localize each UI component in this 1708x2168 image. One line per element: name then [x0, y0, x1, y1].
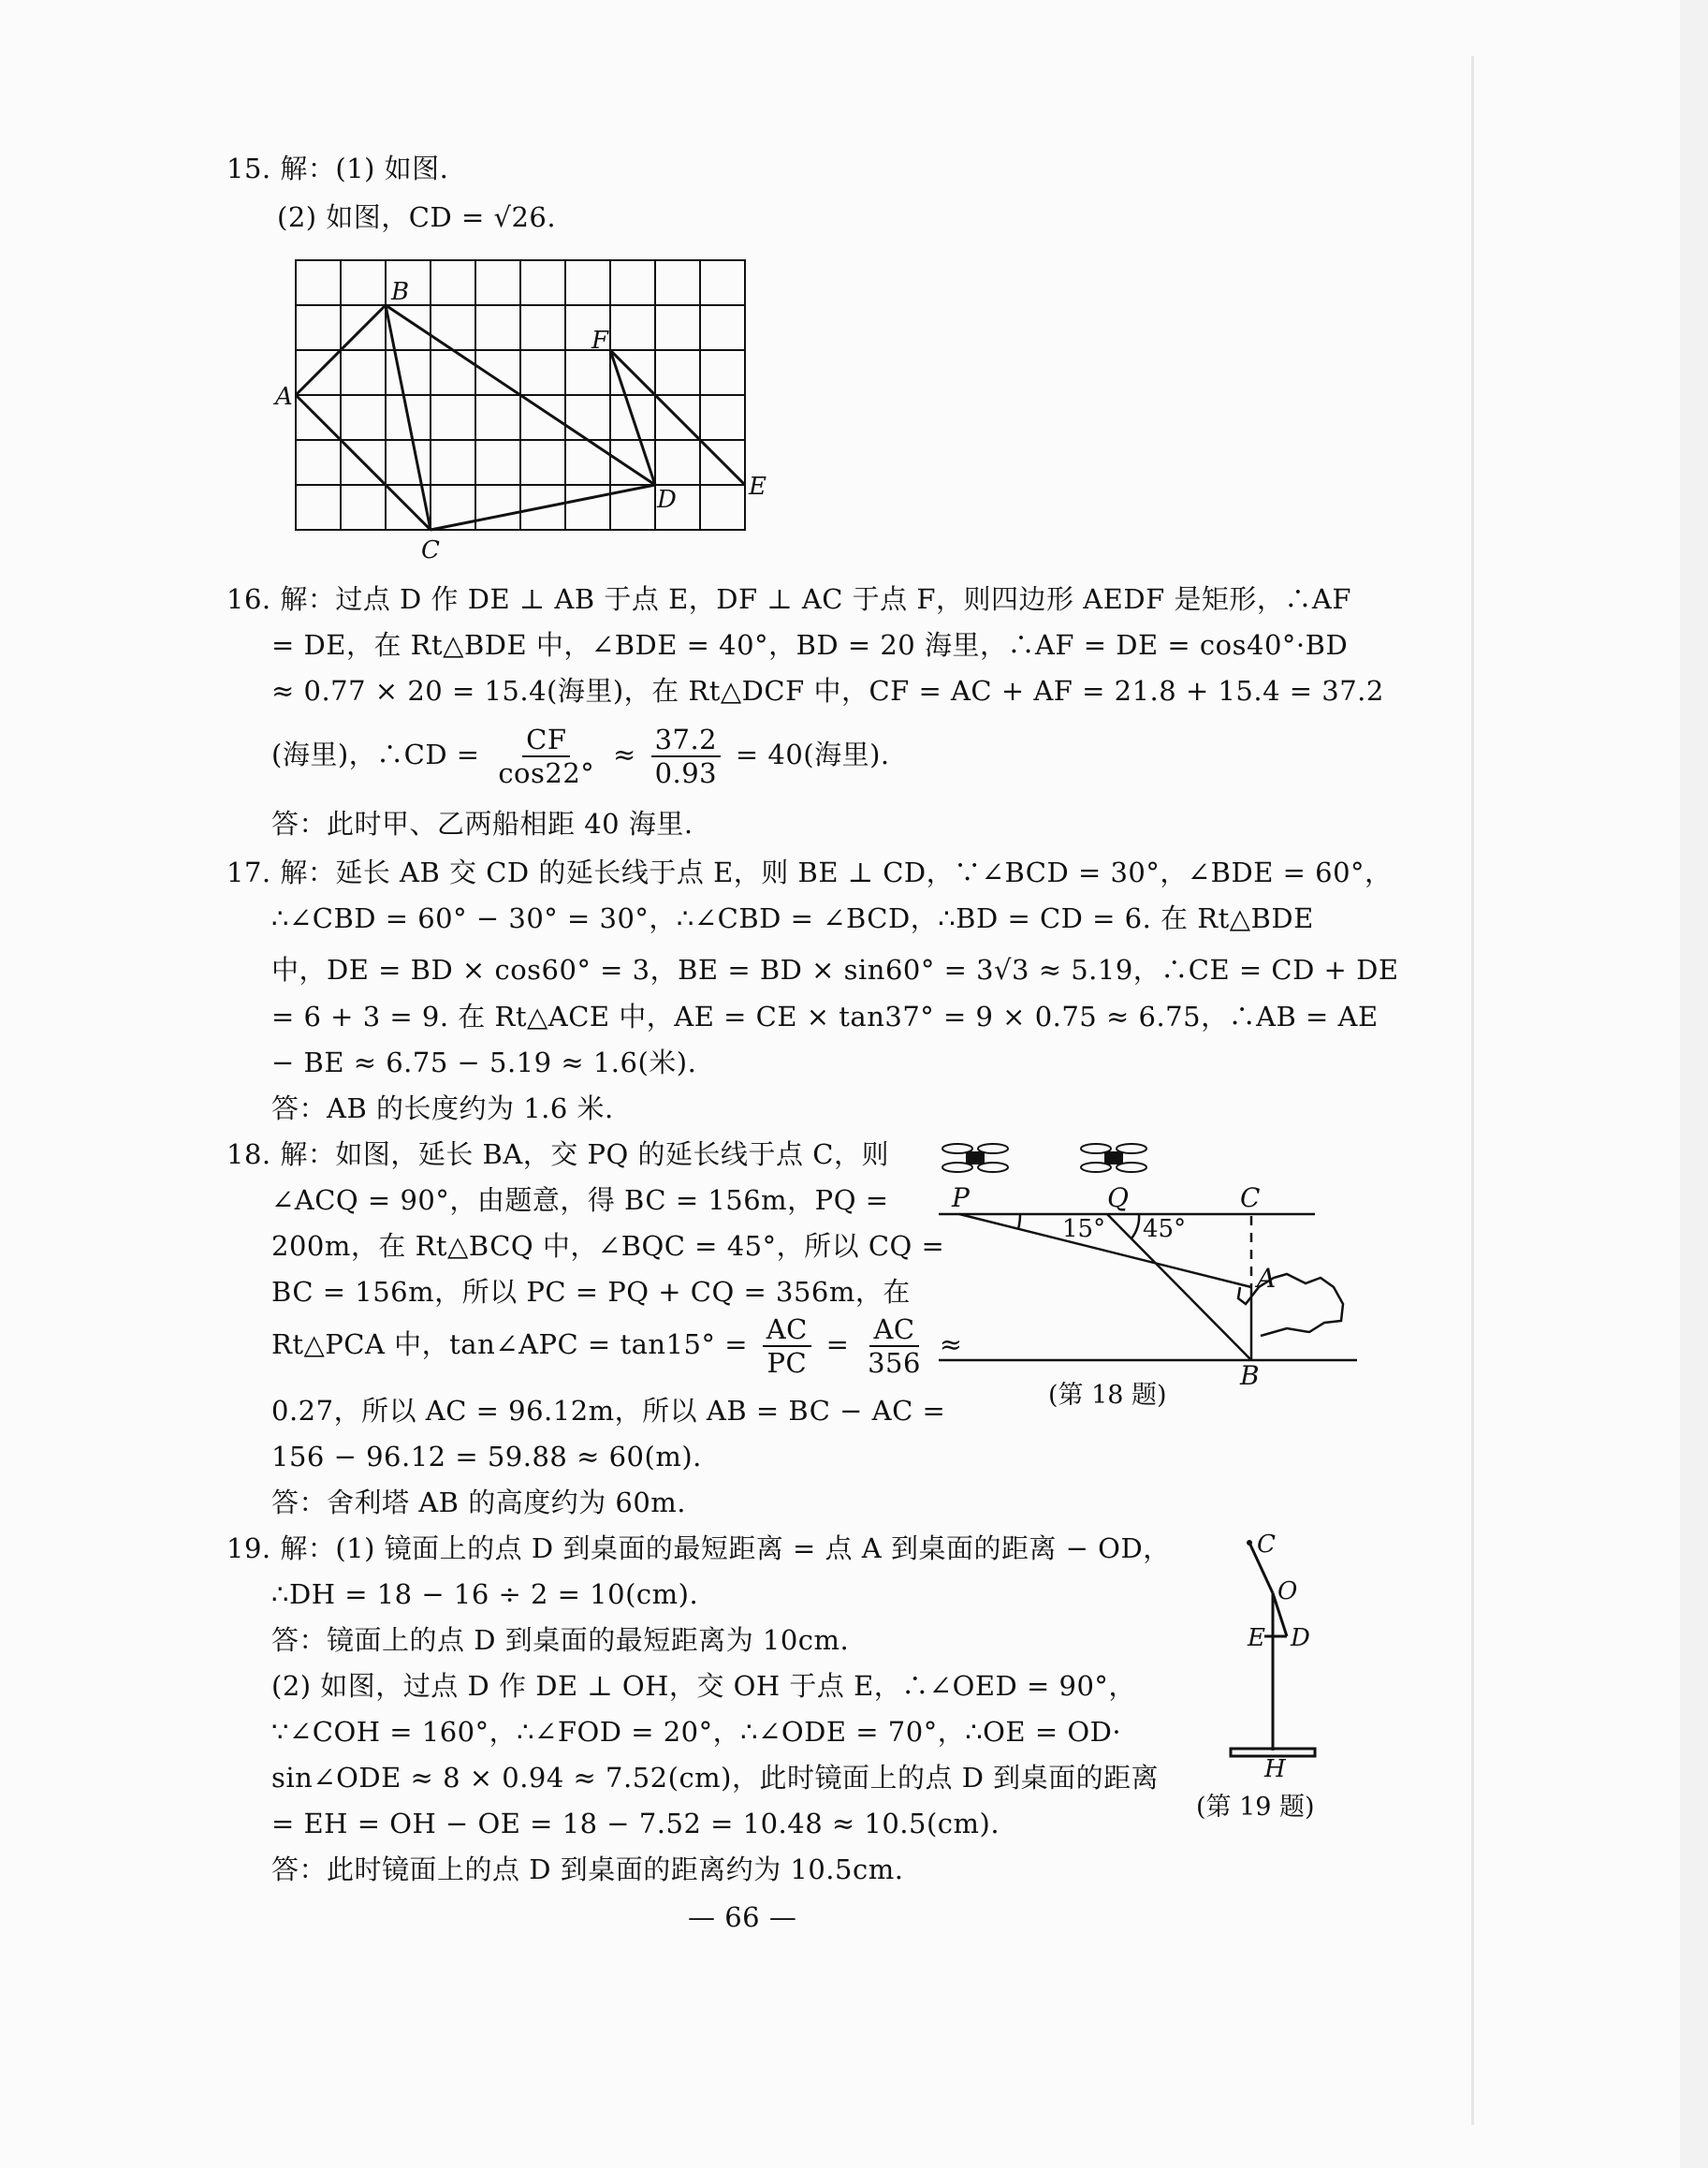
fig15-label-A: A	[275, 383, 293, 411]
fig18-caption: (第 18 题)	[1048, 1381, 1167, 1410]
fig15-label-C: C	[421, 536, 440, 564]
fig18-label-C: C	[1240, 1182, 1261, 1213]
figure-19-diagram	[1212, 1526, 1352, 1783]
fig18-label-A: A	[1257, 1263, 1277, 1294]
p19-line-3: (2) 如图，过点 D 作 DE ⊥ OH，交 OH 于点 E，∴∠OED = 90°，	[271, 1670, 1136, 1702]
fig15-label-F: F	[591, 327, 609, 355]
p18-line-5	[271, 1311, 963, 1379]
p17-line-2: ∴∠CBD = 60° − 30° = 30°，∴∠CBD = ∠BCD，∴BD = CD = 6. 在 Rt△BDE	[271, 902, 1314, 934]
p19-line-2: ∴DH = 18 − 16 ÷ 2 = 10(cm).	[271, 1578, 699, 1610]
fig18-label-B: B	[1240, 1360, 1260, 1391]
p16-line-1: 16. 解：过点 D 作 DE ⊥ AB 于点 E，DF ⊥ AC 于点 F，则四边形 AEDF 是矩形，∴AF	[226, 583, 1351, 615]
fig15-label-E: E	[749, 473, 766, 501]
p16-frac1-num: CF	[522, 724, 570, 757]
p18-line-5-suffix: ≈	[939, 1328, 963, 1360]
fig18-label-P: P	[952, 1182, 970, 1213]
p18-line-6: 0.27，所以 AC = 96.12m，所以 AB = BC − AC =	[271, 1395, 946, 1427]
p17-line-5: − BE ≈ 6.75 − 5.19 ≈ 1.6(米).	[271, 1047, 697, 1078]
fig18-angle-45: 45°	[1143, 1215, 1187, 1243]
p16-line-4-prefix: (海里)，∴CD =	[271, 739, 480, 770]
p18-line-4: BC = 156m，所以 PC = PQ + CQ = 356m，在	[271, 1276, 911, 1308]
figure-18-diagram	[931, 1137, 1362, 1391]
fig19-label-C: C	[1257, 1531, 1276, 1559]
fig19-label-E: E	[1248, 1624, 1265, 1652]
p16-line-4	[271, 721, 890, 789]
p19-line-4: ∵∠COH = 160°，∴∠FOD = 20°，∴∠ODE = 70°，∴OE = OD·	[271, 1716, 1122, 1748]
page-number: — 66 —	[688, 1901, 797, 1933]
p16-frac1-den: cos22°	[498, 757, 595, 789]
p15-line-1: 15. 解：(1) 如图.	[226, 153, 449, 184]
p17-line-1: 17. 解：延长 AB 交 CD 的延长线于点 E，则 BE ⊥ CD，∵∠BCD = 30°，∠BDE = 60°，	[226, 857, 1393, 888]
p16-answer: 答：此时甲、乙两船相距 40 海里.	[271, 808, 693, 840]
p18-answer: 答：舍利塔 AB 的高度约为 60m.	[271, 1487, 687, 1518]
p16-fraction-372-093	[651, 724, 722, 789]
fig19-caption: (第 19 题)	[1196, 1793, 1315, 1822]
p16-fraction-cf-cos22	[494, 724, 598, 789]
p16-approx: ≈	[613, 739, 636, 770]
fig15-label-B: B	[391, 278, 410, 306]
p15-line-2: (2) 如图，CD = √26.	[277, 201, 557, 233]
p16-line-4-suffix: = 40(海里).	[735, 739, 890, 770]
p17-line-4: = 6 + 3 = 9. 在 Rt△ACE 中，AE = CE × tan37° = 9 × 0.75 ≈ 6.75，∴AB = AE	[271, 1001, 1379, 1033]
fig19-label-H: H	[1264, 1755, 1286, 1783]
p17-answer: 答：AB 的长度约为 1.6 米.	[271, 1092, 614, 1124]
fig19-label-D: D	[1291, 1624, 1310, 1652]
p18-frac2-num: AC	[869, 1313, 918, 1347]
fig18-label-Q: Q	[1107, 1182, 1129, 1213]
p19-answer-1: 答：镜面上的点 D 到桌面的最短距离为 10cm.	[271, 1624, 850, 1656]
drone-icon-p	[942, 1144, 1008, 1172]
p19-answer-2: 答：此时镜面上的点 D 到桌面的距离约为 10.5cm.	[271, 1853, 904, 1885]
p18-line-5-prefix: Rt△PCA 中，tan∠APC = tan15° =	[271, 1328, 748, 1360]
fig18-angle-15: 15°	[1062, 1215, 1106, 1243]
p17-line-3: 中，DE = BD × cos60° = 3，BE = BD × sin60° = 3√3 ≈ 5.19，∴CE = CD + DE	[271, 954, 1399, 986]
fig15-label-D: D	[657, 486, 677, 514]
p18-frac1-den: PC	[766, 1347, 808, 1379]
p18-line-7: 156 − 96.12 = 59.88 ≈ 60(m).	[271, 1441, 702, 1472]
p18-frac2-den: 356	[868, 1347, 921, 1379]
drone-icon-q	[1081, 1144, 1146, 1172]
p18-fraction-ac-pc	[763, 1313, 811, 1379]
p18-line-2: ∠ACQ = 90°，由题意，得 BC = 156m，PQ =	[271, 1184, 889, 1216]
p16-line-3: ≈ 0.77 × 20 = 15.4(海里)，在 Rt△DCF 中，CF = AC + AF = 21.8 + 15.4 = 37.2	[271, 675, 1384, 707]
fig19-label-O: O	[1277, 1577, 1298, 1605]
p19-line-5: sin∠ODE ≈ 8 × 0.94 ≈ 7.52(cm)，此时镜面上的点 D 到桌面的距离	[271, 1762, 1160, 1794]
p18-line-3: 200m，在 Rt△BCQ 中，∠BQC = 45°，所以 CQ =	[271, 1230, 945, 1262]
p18-equals: =	[825, 1328, 850, 1360]
p18-frac1-num: AC	[763, 1313, 811, 1347]
figure-15-grid	[275, 253, 767, 571]
p16-line-2: = DE，在 Rt△BDE 中，∠BDE = 40°，BD = 20 海里，∴AF = DE = cos40°·BD	[271, 629, 1349, 661]
page-edge-shadow	[1680, 0, 1708, 2168]
p18-line-1: 18. 解：如图，延长 BA，交 PQ 的延长线于点 C，则	[226, 1138, 889, 1170]
p19-line-6: = EH = OH − OE = 18 − 7.52 = 10.48 ≈ 10.5(cm).	[271, 1808, 1000, 1839]
p16-frac2-den: 0.93	[654, 757, 718, 789]
p19-line-1: 19. 解：(1) 镜面上的点 D 到桌面的最短距离 = 点 A 到桌面的距离 − OD，	[226, 1532, 1171, 1564]
p18-fraction-ac-356	[864, 1313, 925, 1379]
p16-frac2-num: 37.2	[651, 724, 722, 757]
scan-crease	[1471, 56, 1474, 2125]
